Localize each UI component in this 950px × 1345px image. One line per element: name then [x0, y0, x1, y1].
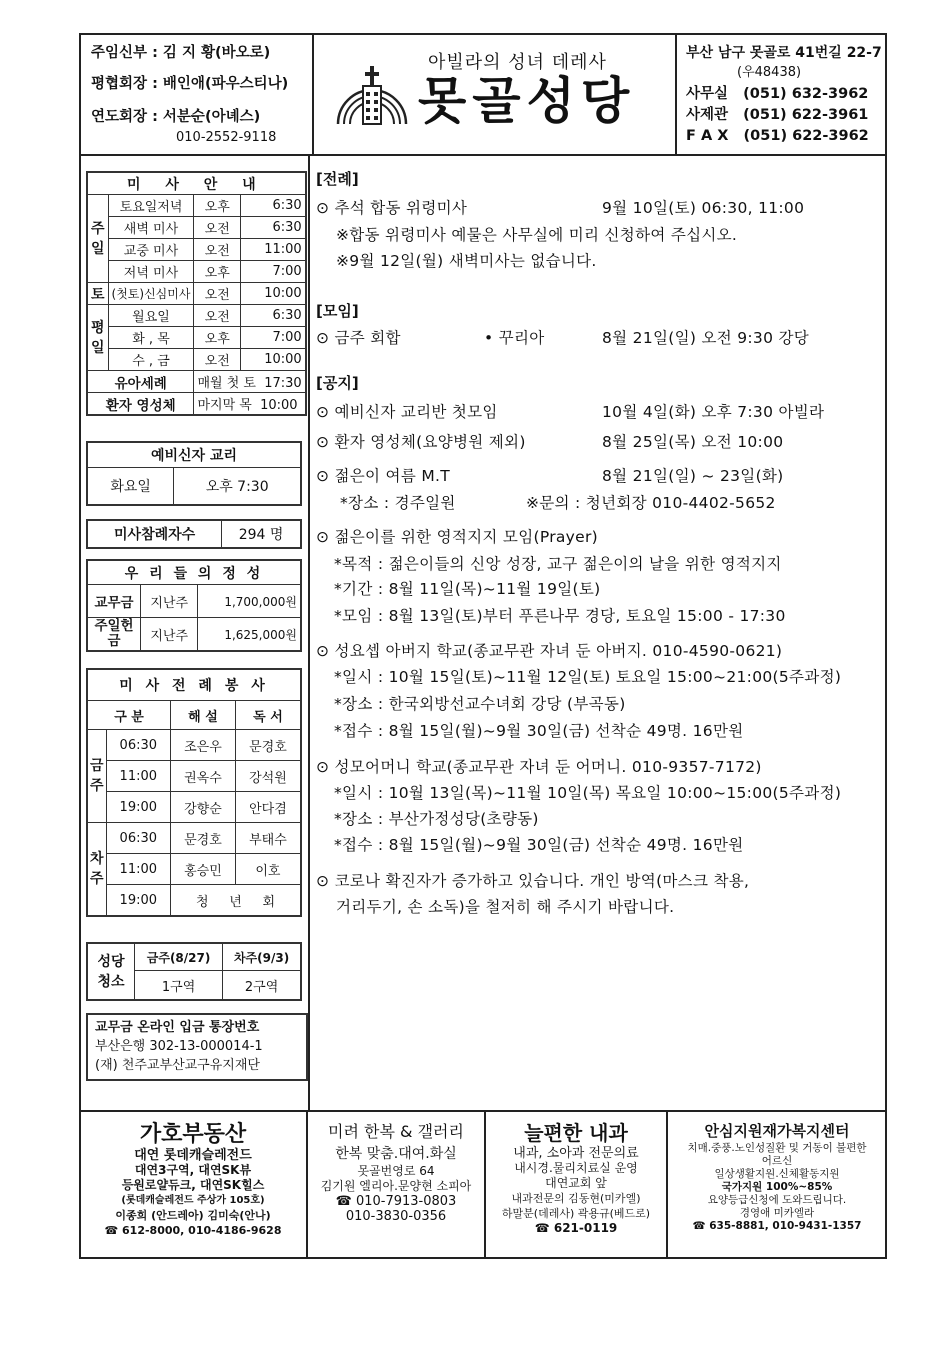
mass-schedule-table [86, 171, 307, 416]
ad-line: 김기원 엘리아.문양현 소피아 [320, 1179, 472, 1193]
minister-commentator: 강향순 [171, 792, 236, 823]
ad-line: ☎ 612-8000, 010-4186-9628 [104, 1224, 282, 1237]
notice-item: ⊙ 예비신자 교리반 첫모임 [316, 403, 498, 421]
ad-line: 대연교회 앞 [545, 1176, 607, 1190]
liturgy-note: ※9월 12일(월) 새벽미사는 없습니다. [336, 252, 597, 270]
minister-time: 06:30 [106, 823, 171, 854]
ad-care-center [668, 1120, 886, 1233]
mass-ampm: 오후 [194, 195, 241, 217]
bank-title: 교무금 온라인 입금 통장번호 [95, 1020, 260, 1035]
ad-title: 안심지원재가복지센터 [704, 1122, 850, 1140]
ad-line: (롯데캐슬레전드 주상가 105호) [121, 1195, 265, 1206]
youth-phone: 010-2552-9118 [176, 130, 277, 145]
ad-real-estate [81, 1122, 305, 1238]
parish-name: 못골성당 [418, 72, 636, 130]
ad-hanbok [308, 1120, 484, 1224]
postcode: (우48438) [737, 65, 802, 80]
bank-account: 부산은행 302-13-000014-1 [95, 1039, 263, 1054]
ad-line: ☎ 621-0119 [534, 1221, 618, 1235]
ad-line: 내시경.물리치료실 운영 [514, 1161, 638, 1175]
notice-detail: *기간 : 8월 11일(목)~11월 19일(토) [334, 580, 601, 598]
next-week-label: 차주 [87, 823, 106, 917]
notice-detail: *장소 : 경주일원 [340, 494, 456, 512]
notice-item: ⊙ 환자 영성체(요양병원 제외) [316, 433, 526, 451]
mass-ampm: 오전 [194, 217, 241, 239]
attendance-value: 294 명 [222, 520, 301, 548]
meeting-date: 8월 21일(일) 오전 9:30 강당 [602, 329, 810, 347]
ad-line: 대연3구역, 대연SK뷰 [134, 1163, 252, 1177]
notice-item: ⊙ 성모어머니 학교(종교무관 자녀 둔 어머니. 010-9357-7172) [316, 758, 762, 776]
mass-time: 11:00 [241, 239, 306, 261]
notice-item: ⊙ 젊은이를 위한 영적지지 모임(Prayer) [316, 528, 598, 546]
notice-detail: *접수 : 8월 15일(월)~9월 30일(금) 선착순 49명. 16만원 [334, 836, 744, 854]
ad-line: 일상생활지원.신체활동지원 [714, 1168, 840, 1180]
ad-line: 등원로얄듀크, 대연SK힐스 [121, 1178, 265, 1192]
minister-reader: 강석원 [235, 761, 301, 792]
rectory-phone: 사제관 (051) 622-3961 [686, 107, 869, 123]
notice-item: ⊙ 젊은이 여름 M.T [316, 467, 451, 485]
parish-address: 부산 남구 못골로 41번길 22-7 [686, 45, 882, 61]
youth-chair: 연도회장 : 서분순(아녜스) [91, 109, 261, 125]
ministers-title: 미 사 전 례 봉 사 [87, 669, 301, 701]
this-week-label: 금주 [87, 730, 106, 823]
ad-line: 대연 롯데캐슬레전드 [134, 1148, 252, 1163]
meeting-sub: • 꾸리아 [484, 329, 545, 347]
meeting-header: [모임] [316, 302, 359, 320]
minister-time: 11:00 [106, 854, 171, 885]
weekday-label: 평일 [87, 305, 108, 371]
ad-clinic [486, 1120, 666, 1236]
minister-reader: 문경호 [235, 730, 301, 761]
minister-commentator: 문경호 [171, 823, 236, 854]
ad-line: 경영애 미카엘라 [739, 1207, 815, 1219]
notice-detail: *장소 : 한국외방선교수녀회 강당 (부곡동) [334, 695, 626, 713]
ad-line: 내과, 소아과 전문의료 [513, 1146, 639, 1161]
parish-subtitle: 아빌라의 성녀 데레사 [428, 52, 607, 73]
mass-ampm: 오전 [194, 239, 241, 261]
cleaning-next-header: 차주(9/3) [223, 943, 301, 971]
cleaning-this-value: 1구역 [135, 971, 223, 1001]
mass-name: 저녁 미사 [108, 261, 194, 283]
mass-time: 7:00 [241, 261, 306, 283]
attendance-label: 미사참례자수 [87, 520, 222, 548]
minister-reader: 이호 [235, 854, 301, 885]
notice-detail: *장소 : 부산가정성당(초량동) [334, 810, 539, 828]
mass-name: 월요일 [108, 305, 194, 327]
attendance-table [86, 519, 302, 549]
mass-name: 새벽 미사 [108, 217, 194, 239]
ad-title: 가호부동산 [139, 1122, 247, 1147]
offering-amount: 1,625,000원 [198, 618, 301, 652]
mass-ampm: 오전 [194, 283, 241, 305]
catechumen-title: 예비신자 교리 [87, 442, 301, 468]
sick-communion-label: 환자 영성체 [87, 393, 194, 416]
column-divider [308, 154, 310, 1111]
ministers-header: 해 설 [171, 701, 236, 730]
offering-title: 우 리 들 의 정 성 [87, 560, 301, 585]
minister-time: 19:00 [106, 792, 171, 823]
ad-title: 미려 한복 & 갤러리 [328, 1122, 464, 1141]
mass-schedule-title: 미 사 안 내 [87, 172, 306, 195]
liturgy-note: ※합동 위령미사 예물은 사무실에 미리 신청하여 주십시오. [336, 226, 738, 244]
pastor-name: 주임신부 : 김 지 황(바오로) [91, 45, 271, 61]
liturgy-header: [전례] [316, 170, 359, 188]
meeting-item: ⊙ 금주 회합 [316, 329, 401, 347]
cleaning-table [86, 942, 302, 1001]
offering-amount: 1,700,000원 [198, 585, 301, 618]
notice-detail: *접수 : 8월 15일(월)~9월 30일(금) 선착순 49명. 16만원 [334, 722, 744, 740]
notice-detail: *모임 : 8월 13일(토)부터 푸른나무 경당, 토요일 15:00 - 17:30 [334, 607, 786, 625]
ad-line: ☎ 635-8881, 010-9431-1357 [692, 1220, 862, 1232]
notice-date: 10월 4일(화) 오후 7:30 아빌라 [602, 403, 825, 421]
ad-line: 국가지원 100%~85% [721, 1181, 833, 1193]
council-chair: 평협회장 : 배인애(파우스티나) [91, 76, 289, 92]
mass-time: 6:30 [241, 195, 306, 217]
header-divider [79, 154, 887, 156]
mass-name: (첫토)신심미사 [108, 283, 194, 305]
minister-commentator: 권옥수 [171, 761, 236, 792]
mass-time: 10:00 [241, 283, 306, 305]
ad-line: 못골번영로 64 [357, 1164, 435, 1178]
mass-ampm: 오전 [194, 349, 241, 371]
minister-time: 11:00 [106, 761, 171, 792]
header-left-divider [312, 33, 314, 155]
cleaning-this-header: 금주(8/27) [135, 943, 223, 971]
notice-date: 8월 25일(목) 오전 10:00 [602, 433, 784, 451]
notice-date: 8월 21일(일) ~ 23일(화) [602, 467, 784, 485]
mass-ampm: 오후 [194, 261, 241, 283]
notice-header: [공지] [316, 374, 359, 392]
notice-detail: *일시 : 10월 15일(토)~11월 12일(토) 토요일 15:00~21:00(5주과정) [334, 668, 842, 686]
notice-detail: *일시 : 10월 13일(목)~11월 10일(목) 목요일 10:00~15:00(5주과정) [334, 784, 842, 802]
catechumen-table [86, 441, 302, 506]
office-phone: 사무실 (051) 632-3962 [686, 86, 869, 102]
cleaning-label: 성당 청소 [87, 943, 135, 1000]
liturgy-item: ⊙ 추석 합동 위령미사 [316, 199, 468, 217]
notice-item: ⊙ 성요셉 아버지 학교(종교무관 자녀 둔 아버지. 010-4590-0621) [316, 642, 783, 660]
infant-baptism-value: 매월 첫 토 17:30 [194, 371, 306, 393]
church-logo-icon [334, 62, 410, 128]
cleaning-next-value: 2구역 [223, 971, 301, 1001]
ads-divider [79, 1110, 887, 1112]
mass-name: 토요일저녁 [108, 195, 194, 217]
mass-name: 교중 미사 [108, 239, 194, 261]
ministers-header: 독 서 [235, 701, 301, 730]
offering-table [86, 559, 302, 652]
offering-period: 지난주 [141, 585, 198, 618]
offering-label: 주일헌금 [87, 618, 141, 652]
minister-reader: 부태수 [235, 823, 301, 854]
covid-notice-line1: ⊙ 코로나 확진자가 증가하고 있습니다. 개인 방역(마스크 착용, [316, 872, 750, 890]
minister-commentator: 홍승민 [171, 854, 236, 885]
catechumen-time: 오후 7:30 [174, 468, 301, 506]
ad-title: 늘편한 내과 [524, 1121, 628, 1145]
offering-period: 지난주 [141, 618, 198, 652]
header-right-divider [675, 33, 677, 155]
saturday-label: 토 [87, 283, 108, 305]
catechumen-day: 화요일 [87, 468, 174, 506]
ad-line: 요양등급신청에 도와드립니다. [707, 1194, 847, 1206]
minister-commentator: 조은우 [171, 730, 236, 761]
bank-holder: (재) 천주교부산교구유지재단 [95, 1058, 260, 1073]
offering-label: 교무금 [87, 585, 141, 618]
notice-detail: ※문의 : 청년회장 010-4402-5652 [526, 494, 776, 512]
ad-line: 치매.중풍.노인성질환 및 거동이 불편한 [687, 1142, 867, 1154]
mass-name: 수 , 금 [108, 349, 194, 371]
mass-name: 화 , 목 [108, 327, 194, 349]
minister-time: 19:00 [106, 885, 171, 917]
ad-line: 010-3830-0356 [345, 1209, 447, 1224]
mass-time: 7:00 [241, 327, 306, 349]
ad-line: 내과전문의 김동현(미카엘) [511, 1192, 641, 1205]
ad-line: 이종희 (안드레아) 김미숙(안나) [115, 1209, 271, 1222]
sunday-label: 주일 [87, 195, 108, 283]
notice-detail: *목적 : 젊은이들의 신앙 성장, 교구 젊은이의 날을 위한 영적지지 [334, 555, 782, 573]
ad-line: ☎ 010-7913-0803 [335, 1194, 457, 1209]
ad-line: 어르신 [761, 1155, 793, 1167]
ad-line: 하말분(데레사) 곽용규(베드로) [501, 1207, 651, 1220]
covid-notice-line2: 거리두기, 손 소독)을 철저히 해 주시기 바랍니다. [336, 898, 675, 916]
ministers-header: 구 분 [87, 701, 171, 730]
mass-time: 10:00 [241, 349, 306, 371]
mass-time: 6:30 [241, 217, 306, 239]
minister-time: 06:30 [106, 730, 171, 761]
mass-ampm: 오전 [194, 305, 241, 327]
mass-ampm: 오후 [194, 327, 241, 349]
ministers-table [86, 668, 302, 917]
infant-baptism-label: 유아세례 [87, 371, 194, 393]
mass-time: 6:30 [241, 305, 306, 327]
ad-line: 한복 맞춤.대여.화실 [335, 1146, 457, 1162]
fax-number: F A X (051) 622-3962 [686, 128, 869, 144]
sick-communion-value: 마지막 목 10:00 [194, 393, 306, 416]
youth-group-service: 청 년 회 [171, 885, 301, 917]
liturgy-date: 9월 10일(토) 06:30, 11:00 [602, 199, 805, 217]
minister-reader: 안다겸 [235, 792, 301, 823]
